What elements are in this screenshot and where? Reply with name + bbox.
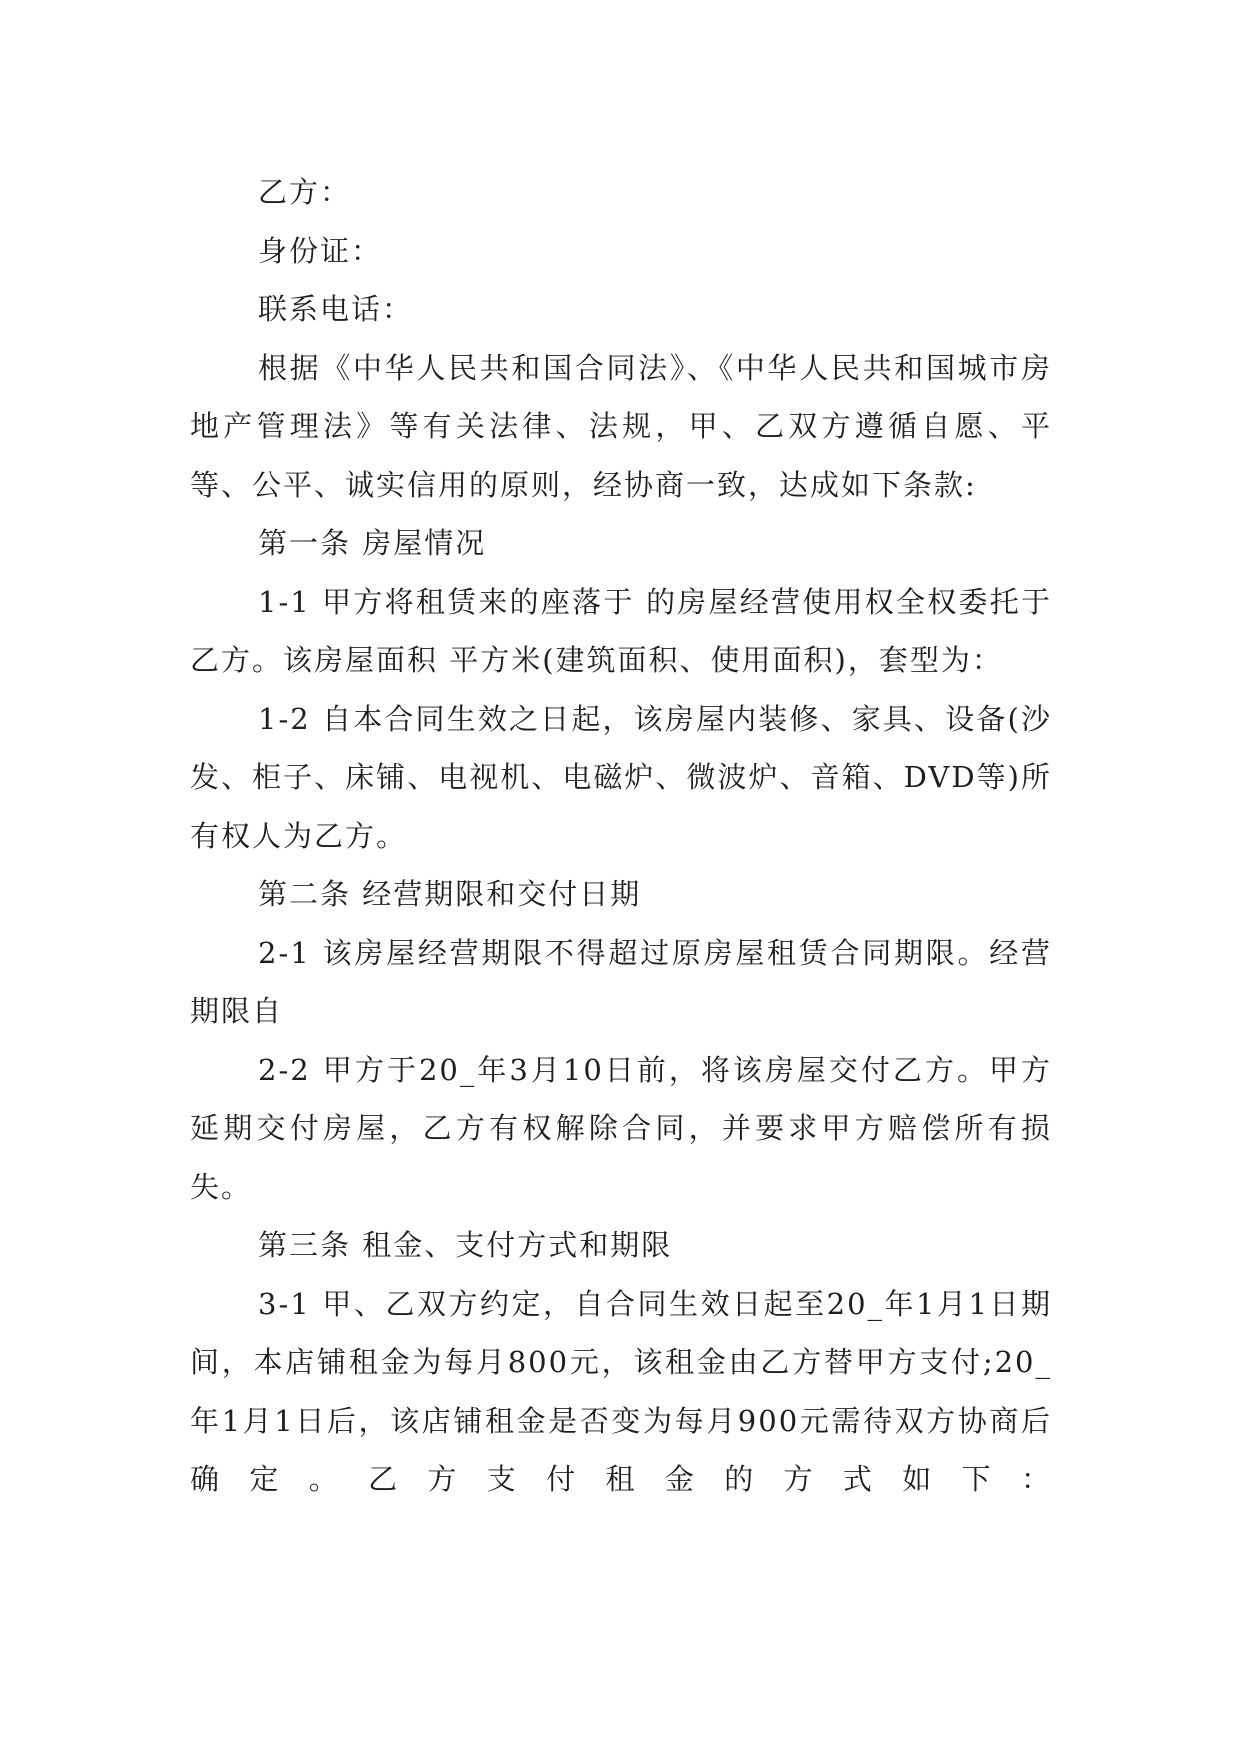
preamble-paragraph: 根据《中华人民共和国合同法》、《中华人民共和国城市房地产管理法》等有关法律、法规，甲、乙双方遵循自愿、平等、公平、诚实信用的原则，经协商一致，达成如下条款:: [190, 350, 1052, 502]
clause-2-1: 2-1 该房屋经营期限不得超过原房屋租赁合同期限。经营期限自: [190, 935, 1052, 1028]
clause-1-1: 1-1 甲方将租赁来的座落于 的房屋经营使用权全权委托于乙方。该房屋面积 平方米(建筑面积、使用面积)，套型为：: [190, 584, 1052, 677]
id-card-line: 身份证：: [258, 233, 383, 268]
clause-2-2: 2-2 甲方于20_年3月10日前，将该房屋交付乙方。甲方延期交付房屋，乙方有权解除合同，并要求甲方赔偿所有损失。: [190, 1052, 1052, 1204]
phone-line: 联系电话：: [258, 292, 414, 326]
document-page: [190, 163, 1052, 1509]
party-b-line: 乙方：: [258, 175, 352, 209]
article-3-heading: 第三条 租金、支付方式和期限: [258, 1228, 673, 1262]
clause-1-2: 1-2 自本合同生效之日起，该房屋内装修、家具、设备(沙发、柜子、床铺、电视机、电磁炉、微波炉、音箱、DVD等)所有权人为乙方。: [190, 701, 1052, 853]
clause-3-1: 3-1 甲、乙双方约定，自合同生效日起至20_年1月1日期间，本店铺租金为每月800元，该租金由乙方替甲方支付;20_年1月1日后，该店铺租金是否变为每月900元需待双方协商后确定。乙方支付租金的方式如下：: [190, 1286, 1052, 1496]
article-1-heading: 第一条 房屋情况: [258, 526, 487, 560]
article-2-heading: 第二条 经营期限和交付日期: [258, 877, 642, 911]
